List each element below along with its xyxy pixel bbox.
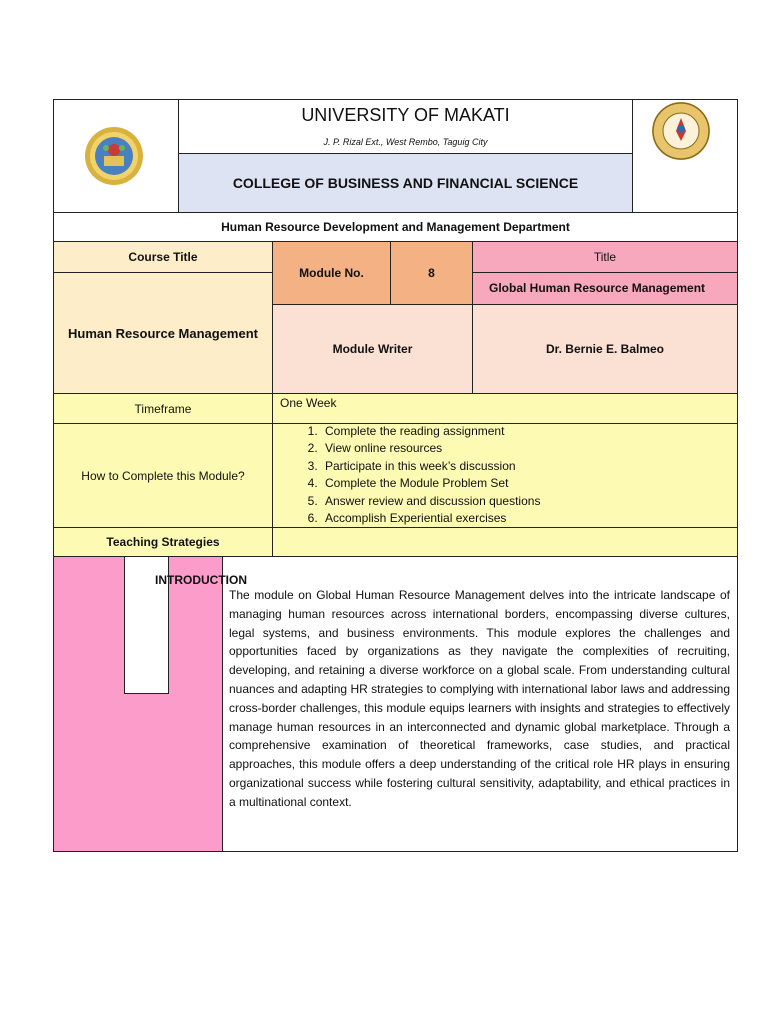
steps-cell [272,423,738,528]
title-value-cell [472,272,738,305]
teaching-strategies-value [272,527,738,557]
teaching-strategies-label: Teaching Strategies [53,527,273,557]
how-to-complete-label: How to Complete this Module? [53,423,273,528]
college-name: COLLEGE OF BUSINESS AND FINANCIAL SCIENCE [178,153,633,213]
module-no-label: Module No. [272,241,391,305]
step-item: 1. Complete the reading assignment [321,423,540,440]
timeframe-value: One Week [280,396,337,410]
university-title-cell [178,99,633,154]
module-writer-label: Module Writer [272,304,473,394]
step-item: 4. Complete the Module Problem Set [321,475,540,492]
module-no-value: 8 [390,241,473,305]
steps-list [273,423,540,527]
course-title-value: Human Resource Management [53,272,273,394]
university-name: UNIVERSITY OF MAKATI [301,104,510,125]
step-item: 6. Accomplish Experiential exercises [321,510,540,527]
department-name: Human Resource Development and Management Department [53,212,738,242]
seal-right-icon [651,101,711,161]
timeframe-label: Timeframe [53,393,273,424]
university-seal-right [651,101,711,161]
introduction-heading: INTRODUCTION [155,573,247,587]
seal-left-icon [84,126,144,186]
step-item: 5. Answer review and discussion questions [321,493,540,510]
step-item: 2. View online resources [321,440,540,457]
introduction-body: The module on Global Human Resource Management delves into the intricate landscape of managing human resources across international borders, encompassing diverse cultures, legal systems, and business environments. This module explores the challenges and opportunities faced by organizations as they navigate the complexities of recruiting, developing, and retaining a diverse workforce on a global scale. From understanding cultural nuances and adapting HR strategies to complying with international labor laws and addressing cross-border challenges, this module equips learners with insights and strategies to effectively manage human resources in an interconnected and dynamic global marketplace. Through a comprehensive examination of theoretical frameworks, case studies, and practical approaches, this module offers a deep understanding of the critical role HR plays in ensuring organizational success while fostering cultural sensitivity, adaptability, and ethical practices in a multinational context. [229,588,730,809]
course-title-label: Course Title [53,241,273,273]
step-item: 3. Participate in this week’s discussion [321,458,540,475]
timeframe-value-cell [272,393,738,424]
module-writer-value: Dr. Bernie E. Balmeo [472,304,738,394]
university-address: J. P. Rizal Ext., West Rembo, Taguig City [323,137,488,147]
university-seal-left [84,126,144,186]
title-label: Title [472,241,738,273]
title-value: Global Human Resource Management [489,281,706,295]
